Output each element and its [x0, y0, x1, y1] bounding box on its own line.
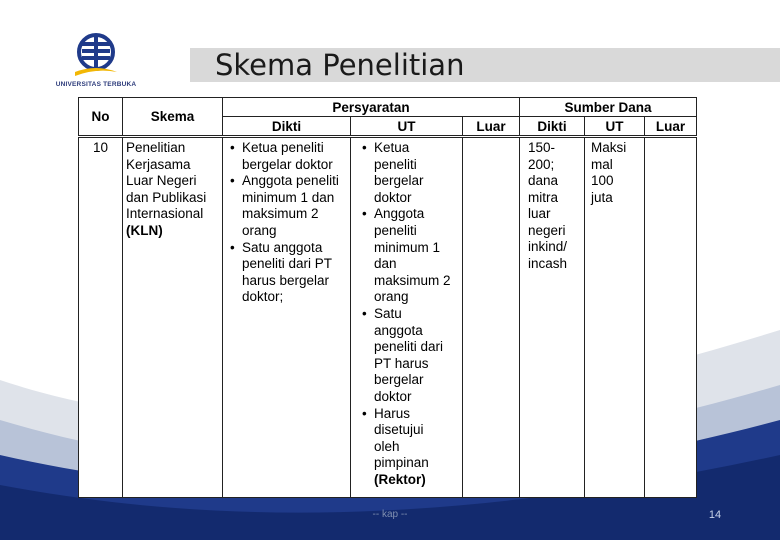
- dikti-requirements-list: [225, 140, 348, 306]
- header-dana-luar: Luar: [645, 117, 697, 137]
- list-item: [374, 406, 454, 489]
- logo-emblem-icon: [55, 30, 137, 82]
- skema-line: dan Publikasi: [126, 189, 207, 205]
- header-sumber-dana: Sumber Dana: [520, 98, 697, 117]
- title-bar: [190, 48, 780, 82]
- logo-text: UNIVERSITAS TERBUKA: [55, 81, 137, 88]
- list-item: • Satu anggota peneliti dari PT harus bergelar doktor;: [242, 240, 348, 306]
- skema-abbrev: (KLN): [126, 222, 163, 238]
- header-luar: Luar: [463, 117, 520, 137]
- dana-ut-text: Maksi mal 100 juta: [591, 140, 627, 205]
- list-item: • Ketua peneliti bergelar doktor: [242, 140, 348, 173]
- list-item: • Ketua peneliti bergelar doktor: [374, 140, 454, 206]
- cell-no: [79, 137, 123, 498]
- table-row: [79, 137, 697, 498]
- page-title: Skema Penelitian: [215, 48, 465, 82]
- cell-luar: [463, 137, 520, 498]
- approval-authority: (Rektor): [374, 471, 426, 487]
- cell-ut: [351, 137, 463, 498]
- skema-line: Penelitian: [126, 140, 186, 155]
- header-skema: Skema: [123, 98, 223, 137]
- list-item: • Anggota peneliti minimum 1 dan maksimum 2 orang: [374, 206, 454, 306]
- header-no: No: [79, 98, 123, 137]
- header-dikti: Dikti: [223, 117, 351, 137]
- header-dana-dikti: Dikti: [520, 117, 585, 137]
- cell-dana-dikti: [520, 137, 585, 498]
- header-persyaratan: Persyaratan: [223, 98, 520, 117]
- skema-line: Internasional: [126, 206, 204, 221]
- cell-dikti: [223, 137, 351, 498]
- skema-line: Luar Negeri: [126, 173, 197, 188]
- list-item: • Anggota peneliti minimum 1 dan maksimum 2 orang: [242, 173, 348, 239]
- dana-dikti-text: 150-200; dana mitra luar negeri inkind/ incash: [528, 140, 568, 271]
- skema-table: [78, 97, 697, 498]
- skema-line: Kerjasama: [126, 156, 191, 172]
- header-dana-ut: UT: [585, 117, 645, 137]
- skema-name: [123, 138, 222, 241]
- row-number: 10: [92, 140, 109, 155]
- header-ut: UT: [351, 117, 463, 137]
- page-number: 14: [708, 509, 722, 521]
- header-row-1: [79, 98, 697, 117]
- list-item: • Satu anggota peneliti dari PT harus bergelar doktor: [374, 306, 454, 406]
- footer-label: -- kap --: [372, 509, 408, 520]
- university-logo: [55, 30, 137, 92]
- ut-requirements-list: [357, 140, 454, 488]
- approval-text: Harus disetujui oleh pimpinan: [374, 405, 429, 471]
- cell-dana-luar: [645, 137, 697, 498]
- cell-dana-ut: [585, 137, 645, 498]
- cell-skema: [123, 137, 223, 498]
